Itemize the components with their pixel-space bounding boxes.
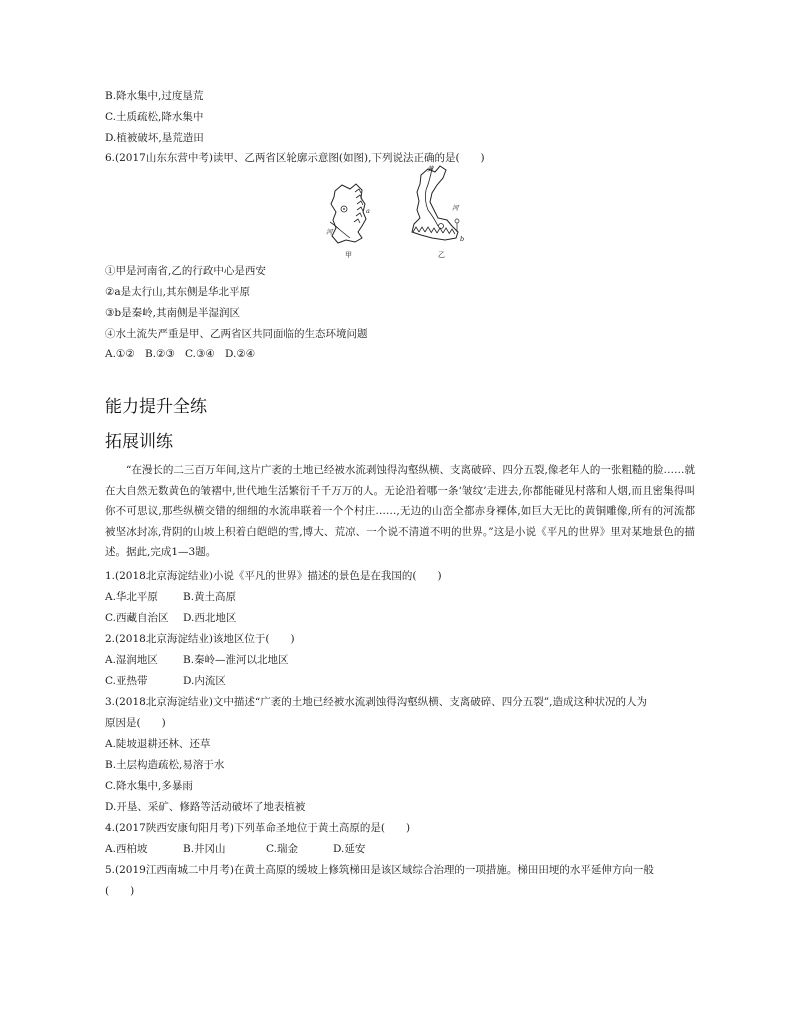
subsection-title: 拓展训练	[105, 432, 173, 452]
q6-stem: 6.(2017山东东营中考)读甲、乙两省区轮廓示意图(如图),下列说法正确的是( )	[105, 152, 485, 164]
q2-stem: 2.(2018北京海淀结业)该地区位于( )	[105, 633, 295, 645]
q3-option-c[interactable]: C.降水集中,多暴雨	[105, 780, 193, 792]
reading-passage: “在漫长的二三百万年间,这片广袤的土地已经被水流剥蚀得沟壑纵横、支离破碎、四分五裂,像老年人的一张粗糙的脸……就在大自然无数黄色的皱褶中,世代地生活繁衍千千万万的人。无论沿着哪一条‘皱纹’走进去,你都能碰见村落和人烟,而且密集得叫你不可思议,那些纵横交错的细细的水流串联着一个个村庄……,无边的山峦全都赤身裸体,如巨大无比的黄铜雕像,所有的河流都被坚冰封冻,背阴的山坡上积着白皑皑的雪,博大、荒凉、一个说不清道不明的世界。”这是小说《平凡的世界》里对某地景色的描述。据此,完成1—3题。	[105, 464, 695, 558]
q2-option-c[interactable]: C.亚热带	[105, 675, 148, 687]
prev-option-c: C.土质疏松,降水集中	[105, 111, 204, 123]
jia-label-a: a	[366, 207, 370, 215]
yi-mountain-b	[413, 227, 455, 234]
yi-label-b: b	[460, 235, 465, 243]
q2-option-b[interactable]: B.秦岭—淮河以北地区	[183, 654, 289, 666]
q4-option-b[interactable]: B.井冈山	[183, 843, 226, 855]
q6-options	[105, 347, 265, 361]
q4-options	[105, 842, 365, 856]
q2-options-row2	[105, 674, 226, 688]
q3-option-a[interactable]: A.陡坡退耕还林、还草	[105, 738, 211, 750]
q3-stem-line1: 3.(2018北京海淀结业)文中描述“广袤的土地已经被水流剥蚀得沟壑纵横、支离破碎、四分五裂”,造成这种状况的人为	[105, 696, 648, 708]
yi-capital-marker	[439, 224, 444, 229]
jia-mountain-a	[354, 189, 363, 223]
q1-options-row1	[105, 590, 236, 604]
jia-capital-marker	[341, 206, 347, 212]
q3-option-b[interactable]: B.土层构造疏松,易溶于水	[105, 759, 225, 771]
q1-option-b[interactable]: B.黄土高原	[183, 591, 237, 603]
jia-outline-map	[331, 184, 366, 243]
prev-option-b: B.降水集中,过度垦荒	[105, 90, 204, 102]
yi-label-huang: 黄	[427, 165, 434, 173]
q4-stem: 4.(2017陕西安康旬阳月考)下列革命圣地位于黄土高原的是( )	[105, 822, 411, 834]
q6-option-a[interactable]: A.①②	[105, 348, 135, 360]
q6-option-b[interactable]: B.②③	[145, 348, 175, 360]
q2-option-d[interactable]: D.内流区	[183, 675, 226, 687]
yi-river	[425, 168, 438, 226]
yi-label-river: 河	[452, 204, 459, 212]
q1-option-d[interactable]: D.西北地区	[183, 612, 237, 624]
jia-caption: 甲	[345, 251, 352, 259]
q6-statement-1: ①甲是河南省,乙的行政中心是西安	[105, 265, 266, 277]
q1-stem: 1.(2018北京海淀结业)小说《平凡的世界》描述的景色是在我国的( )	[105, 570, 442, 582]
prev-option-d: D.植被破坏,垦荒造田	[105, 132, 204, 144]
q1-option-c[interactable]: C.西藏自治区	[105, 612, 169, 624]
yi-caption: 乙	[438, 251, 445, 259]
q5-stem-line2: ( )	[105, 885, 135, 897]
q1-options-row2	[105, 611, 236, 625]
q3-stem-line2: 原因是( )	[105, 717, 166, 729]
jia-label-river: 河	[326, 228, 333, 236]
q6-statement-3: ③b是秦岭,其南侧是半湿润区	[105, 307, 240, 319]
q6-statement-4: ④水土流失严重是甲、乙两省区共同面临的生态环境问题	[105, 328, 368, 340]
section-title: 能力提升全练	[105, 397, 207, 417]
q1-option-a[interactable]: A.华北平原	[105, 591, 158, 603]
q4-option-a[interactable]: A.西柏坡	[105, 843, 148, 855]
q4-option-d[interactable]: D.延安	[333, 843, 366, 855]
q2-options-row1	[105, 653, 289, 667]
q6-statement-2: ②a是太行山,其东侧是华北平原	[105, 286, 251, 298]
q6-option-d[interactable]: D.②④	[225, 348, 256, 360]
jia-river	[330, 222, 350, 238]
q2-option-a[interactable]: A.湿润地区	[105, 654, 158, 666]
q3-option-d[interactable]: D.开垦、采矿、修路等活动破坏了地表植被	[105, 801, 306, 813]
q4-option-c[interactable]: C.瑞金	[266, 843, 298, 855]
q5-stem-line1: 5.(2019江西南城二中月考)在黄土高原的缓坡上修筑梯田是该区域综合治理的一项措施。梯田田埂的水平延伸方向一般	[105, 864, 654, 876]
q6-option-c[interactable]: C.③④	[185, 348, 215, 360]
